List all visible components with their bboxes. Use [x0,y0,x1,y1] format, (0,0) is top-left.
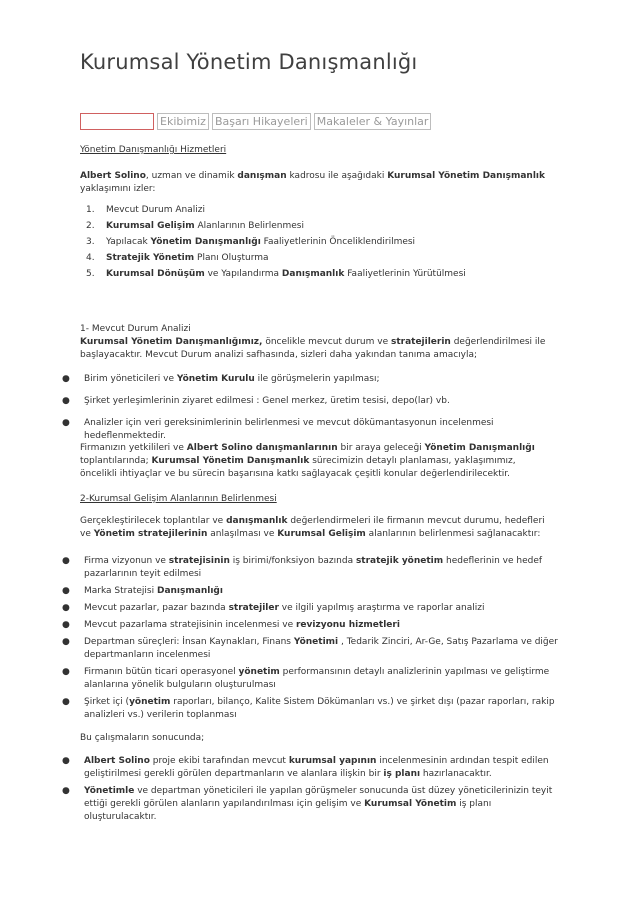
text-run: proje ekibi tarafından mevcut [149,756,289,766]
text-run: raporları, bilanço, Kalite Sistem Dökümanları vs.) ve şirket dışı (pazar raporları, rakip analizleri vs.) verilerin toplanması [84,697,555,720]
text-run: performansının detaylı analizlerinin yapılması ve geliştirme alanlarına yönelik bulguların oluşturulması [84,667,550,690]
text-run: iş planı oluşturulacaktır. [84,799,492,822]
list-item [62,636,562,662]
section2-paragraph [80,515,550,541]
text-run: Alanlarının Belirlenmesi [194,221,304,231]
text-run: Birim yöneticileri ve [84,374,177,384]
nav-link-basari-hikayeleri[interactable]: Başarı Hikayeleri [212,113,311,130]
bullet-icon: ● [62,756,70,766]
bold-text: stratejik yönetim [355,556,444,566]
text-run: ile görüşmelerin yapılması; [254,374,380,384]
bullet-icon: ● [62,667,70,677]
text-run: hazırlanacaktır. [420,769,492,779]
bold-text: Yönetim Danışmanlığı [150,237,261,247]
bullet-icon: ● [62,556,70,566]
text-run: yaklaşımını izler: [80,184,156,194]
bullet-icon: ● [62,637,70,647]
text-run: Firmanın bütün ticari operasyonel [84,667,239,677]
text-run: ve departman yöneticileri ile yapılan görüşmeler sonucunda üst düzey yöneticilerinizin teyit ettiği gerekli görülen alanların yapılandırılması için gelişim ve [84,786,553,809]
section2-bullets [62,555,562,726]
bold-text: stratejisinin [168,556,230,566]
text-run: Gerçekleştirilecek toplantılar ve [80,516,227,526]
bold-text: Yönetimi [293,637,339,647]
list-item [62,785,562,824]
bold-text: danışman [237,171,287,181]
list-item: 1. Mevcut Durum Analizi [86,205,205,215]
bullet-icon: ● [62,418,70,428]
text-run: anlaşılması ve [207,529,278,539]
text-run: , Tedarik Zinciri, Ar-Ge, Satış Pazarlama ve diğer departmanların incelenmesi [84,637,558,660]
bold-text: Kurumsal Dönüşüm [106,269,205,279]
text-run: Mevcut Durum Analizi [106,205,205,215]
nav-bar [80,112,434,130]
page-title: Kurumsal Yönetim Danışmanlığı [80,50,418,74]
text-run: incelenmesinin ardından tespit edilen geliştirilmesi gerekli görülen departmanların ve alanlara ilişkin bir [84,756,549,779]
list-item [62,619,562,632]
text-run: değerlendirmeleri ile firmanın mevcut durumu, hedefleri ve [80,516,545,539]
bold-text: iş planı [383,769,421,779]
bold-text: Yönetim Kurulu [176,374,255,384]
bold-text: revizyonu hizmetleri [295,620,400,630]
bold-text: Kurumsal Yönetim Danışmanlığımız, [80,337,263,347]
text-run: toplantılarında; [80,456,152,466]
text-run: ve Yapılandırma [204,269,282,279]
list-item [62,666,562,692]
section1-paragraph-2 [80,442,550,481]
bold-text: Kurumsal Gelişim [277,529,366,539]
bold-text: kurumsal yapının [288,756,377,766]
text-run: hedeflerinin ve hedef pazarlarının teyit edilmesi [84,556,543,579]
text-run: Firma vizyonun ve [84,556,169,566]
list-item: 3. Yapılacak Yönetim Danışmanlığı Faaliyetlerinin Önceliklendirilmesi [86,237,416,247]
text-run: ve ilgili yapılmış araştırma ve raporlar analizi [278,603,485,613]
text-run: Şirket içi ( [84,697,130,707]
bold-text: yönetim [129,697,171,707]
text-run: öncelikle mevcut durum ve [262,337,391,347]
bullet-icon: ● [62,396,70,406]
list-item [62,373,562,386]
list-item [62,602,562,615]
text-run: iş birimi/fonksiyon bazında [229,556,356,566]
nav-link-makaleler[interactable]: Makaleler & Yayınlar [314,113,432,130]
text-run: Mevcut pazarlar, pazar bazında [84,603,229,613]
list-item [62,395,562,408]
text-run: Planı Oluşturma [194,253,269,263]
section2-bullets-2 [62,755,562,828]
bold-text: Albert Solino danışmanlarının [186,443,338,453]
closing-line: Bu çalışmaların sonucunda; [80,733,205,743]
section-heading-hizmetler: Yönetim Danışmanlığı Hizmetleri [80,145,227,155]
nav-placeholder-box[interactable] [80,113,154,130]
text-run: , uzman ve dinamik [145,171,238,181]
text-run: Faaliyetlerinin Önceliklendirilmesi [260,237,416,247]
bullet-icon: ● [62,620,70,630]
text-run: Firmanızın yetkilileri ve [80,443,187,453]
text-run: Analizler için veri gereksinimlerinin belirlenmesi ve mevcut dökümantasyonun incelenmesi hedeflenmektedir. [84,418,494,441]
bold-text: Albert Solino [84,756,150,766]
list-item [62,585,562,598]
list-item [62,417,562,443]
bold-text: Yönetimle [84,786,135,796]
bold-text: Yönetim Danışmanlığı [424,443,535,453]
list-item: 5. Kurumsal Dönüşüm ve Yapılandırma Danışmanlık Faaliyetlerinin Yürütülmesi [86,269,466,279]
text-run: Mevcut pazarlama stratejisinin incelenmesi ve [84,620,296,630]
bold-text: yönetim [238,667,280,677]
text-run: Departman süreçleri: İnsan Kaynakları, Finans [84,637,294,647]
intro-paragraph [80,170,550,196]
nav-link-ekibimiz[interactable]: Ekibimiz [157,113,209,130]
steps-list [80,204,560,284]
bullet-icon: ● [62,603,70,613]
text-run: Şirket yerleşimlerinin ziyaret edilmesi : Genel merkez, üretim tesisi, depo(lar) vb. [84,396,450,406]
text-run: kadrosu ile aşağıdaki [286,171,388,181]
text-run: bir araya geleceği [337,443,425,453]
text-run: sürecimizin detaylı planlaması, yaklaşımımız, öncelikli ihtiyaçlar ve bu sürecin başarısına katkı sağlayacak çeşitli konular değerlendirilecektir. [80,456,516,479]
bold-text: Albert Solino [80,171,146,181]
bold-text: Stratejik Yönetim [106,253,195,263]
text-run: Faaliyetlerinin Yürütülmesi [344,269,466,279]
bullet-icon: ● [62,374,70,384]
section-heading-gelisim: 2-Kurumsal Gelişim Alanlarının Belirlenmesi [80,494,277,504]
list-item: 4. Stratejik Yönetim Planı Oluşturma [86,253,269,263]
text-run: Yapılacak [106,237,151,247]
bold-text: Kurumsal Yönetim Danışmanlık [151,456,310,466]
list-item [62,755,562,781]
bold-text: stratejilerin [390,337,451,347]
bold-text: Danışmanlığı [156,586,223,596]
bold-text: Yönetim stratejilerinin [93,529,208,539]
bullet-icon: ● [62,697,70,707]
section1-bullets [62,373,562,447]
bold-text: Danışmanlık [281,269,345,279]
bold-text: Kurumsal Gelişim [106,221,195,231]
list-item [62,555,562,581]
text-run: Marka Stratejisi [84,586,157,596]
text-run: değerlendirilmesi ile başlayacaktır. Mevcut Durum analizi safhasında, sizleri daha yakından tanıma amacıyla; [80,337,546,360]
bullet-icon: ● [62,586,70,596]
list-item [62,696,562,722]
bold-text: Kurumsal Yönetim Danışmanlık [387,171,545,181]
bold-text: stratejiler [228,603,279,613]
list-item: 2. Kurumsal Gelişim Alanlarının Belirlenmesi [86,221,304,231]
bold-text: danışmanlık [226,516,288,526]
text-run: alanlarının belirlenmesi sağlanacaktır: [365,529,541,539]
section-heading-mevcut-durum: 1- Mevcut Durum Analizi [80,324,191,334]
section1-paragraph [80,336,550,362]
bullet-icon: ● [62,786,70,796]
bold-text: Kurumsal Yönetim [364,799,457,809]
